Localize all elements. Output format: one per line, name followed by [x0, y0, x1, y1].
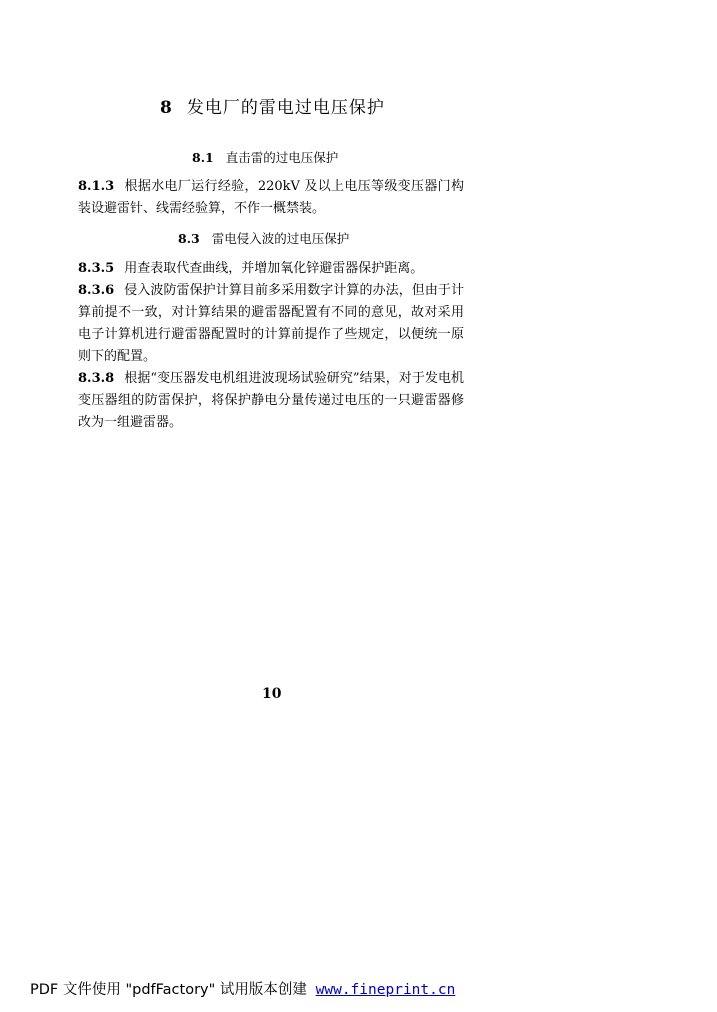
chapter-title — [160, 93, 480, 118]
clause-text: 根据“变压器发电机组进波现场试验研究”结果，对于发电机变压器组的防雷保护，将保护静电分量传递过电压的一只避雷器修改为一组避雷器。 — [78, 371, 464, 430]
pdf-footer — [30, 978, 455, 999]
section-title-8-1 — [192, 148, 338, 166]
clause-8-3-5 — [78, 258, 464, 280]
section-title-8-3 — [178, 229, 349, 247]
clause-8-3-8 — [78, 368, 464, 434]
clause-text: 用查表取代查曲线，并增加氧化锌避雷器保护距离。 — [124, 261, 424, 276]
section-title-text: 直击雷的过电压保护 — [225, 150, 339, 165]
section-number: 8.1 — [192, 150, 214, 165]
clause-text: 侵入波防雷保护计算目前多采用数字计算的办法，但由于计算前提不一致，对计算结果的避雷器配置有不同的意见，故对采用电子计算机进行避雷器配置时的计算前提作了些规定，以便统一原则下的配置。 — [78, 283, 464, 364]
section-number: 8.3 — [178, 231, 200, 246]
clause-8-1-3 — [78, 176, 464, 220]
section-title-text: 雷电侵入波的过电压保护 — [211, 231, 350, 246]
chapter-title-text: 发电厂的雷电过电压保护 — [186, 98, 385, 118]
clause-text: 根据水电厂运行经验，220kV 及以上电压等级变压器门构装设避雷针、线需经验算，不作一概禁装。 — [78, 179, 464, 216]
chapter-number: 8 — [160, 98, 173, 118]
clause-8-3-6 — [78, 280, 464, 368]
clause-number: 8.3.6 — [78, 283, 115, 298]
clause-number: 8.3.5 — [78, 261, 115, 276]
clause-number: 8.3.8 — [78, 371, 115, 386]
footer-text: PDF 文件使用 "pdfFactory" 试用版本创建 — [30, 982, 307, 998]
footer-link[interactable]: www.fineprint.cn — [315, 982, 456, 998]
page-number: 10 — [262, 686, 282, 702]
clause-number: 8.1.3 — [78, 179, 115, 194]
